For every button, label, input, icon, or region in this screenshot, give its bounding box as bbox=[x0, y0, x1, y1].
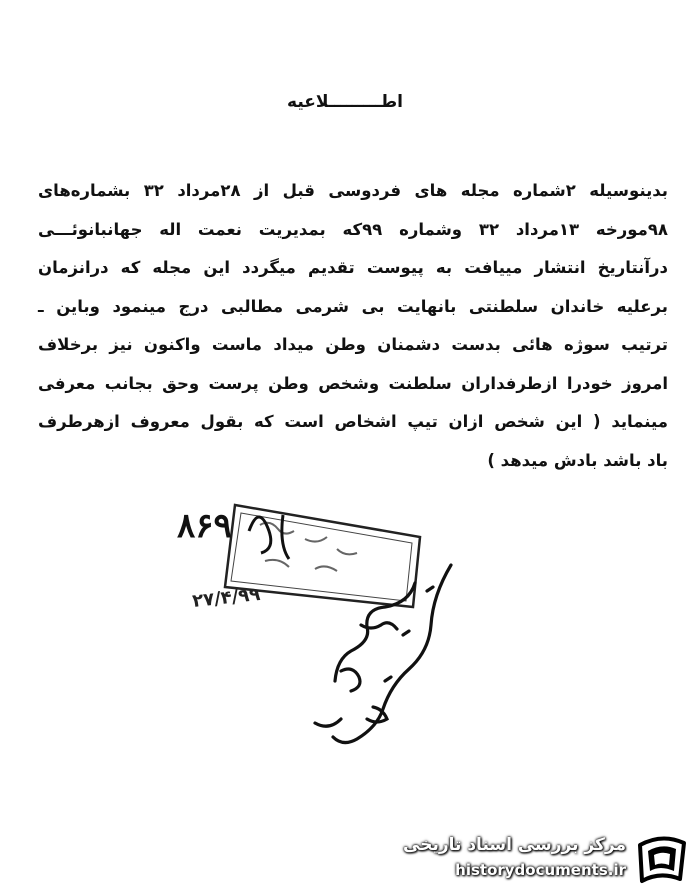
body-line: ۹۸مورخه ۱۳مرداد ۳۲ وشماره ۹۹که بمدیریت نعمت اله جهانبانوئـــی bbox=[38, 219, 669, 239]
body-line: بدینوسیله ۲شماره مجله های فردوسی قبل از ۲۸مرداد ۳۲ بشماره‌های bbox=[38, 181, 668, 200]
document-center-logo-icon bbox=[634, 831, 690, 887]
signature bbox=[315, 565, 451, 743]
watermark-title: مرکز بررسی اسناد تاریخی bbox=[403, 835, 626, 855]
document-title: اطـــــــــلاعیه bbox=[287, 92, 403, 112]
watermark-url: historydocuments.ir bbox=[455, 861, 626, 879]
stamp-date: ۲۷/۴/۹۹ bbox=[191, 583, 262, 612]
stamp-and-signature bbox=[165, 495, 475, 755]
body-line: باد باشد بادش میدهد ) bbox=[487, 450, 668, 470]
document-body bbox=[38, 172, 668, 480]
body-line: ترتیب سوژه هائی بدست دشمنان وطن میداد ماست واکنون نیز برخلاف bbox=[38, 335, 668, 354]
body-line: امروز خودرا ازطرفداران سلطنت وشخص وطن پرست وحق بجانب معرفی bbox=[38, 373, 668, 393]
stamp-signature-drawing bbox=[165, 495, 475, 755]
body-line: درآنتاریخ انتشار مییافت به پیوست تقدیم میگردد این مجله که درانزمان bbox=[38, 258, 668, 277]
stamp-number: ۸۶۹ bbox=[177, 506, 232, 546]
body-line: برعلیه خاندان سلطنتی بانهایت بی شرمی مطالبی درج مینمود وباین ـ bbox=[38, 296, 668, 316]
body-line: مینماید ( این شخص ازان تیپ اشخاص است که بقول معروف ازهرطرف bbox=[38, 412, 668, 431]
archive-watermark bbox=[400, 831, 690, 887]
